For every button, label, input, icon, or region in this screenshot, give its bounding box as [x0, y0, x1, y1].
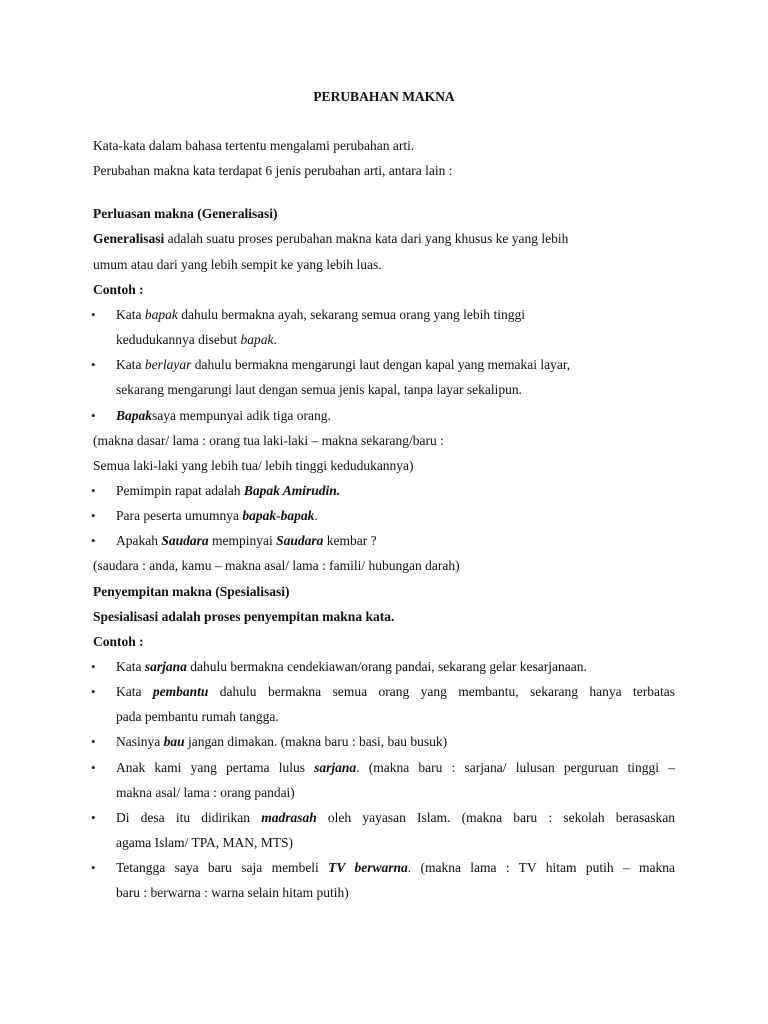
list-item: Apakah Saudara mempinyai Saudara kembar ?	[116, 533, 377, 548]
list-item: Anak kami yang pertama lulus sarjana. (makna baru : sarjana/ lulusan perguruan tinggi –	[116, 760, 675, 775]
bullet-icon: •	[91, 483, 96, 498]
page-title: PERUBAHAN MAKNA	[313, 89, 455, 104]
list-item: Kata sarjana dahulu bermakna cendekiawan/orang pandai, sekarang gelar kesarjanaan.	[116, 659, 587, 674]
bullet-icon: •	[91, 734, 96, 749]
bullet-icon: •	[91, 659, 96, 674]
spesialisasi-definition: Spesialisasi adalah proses penyempitan makna kata.	[93, 609, 395, 624]
bullet-icon: •	[91, 408, 96, 423]
bullet-icon: •	[91, 810, 96, 825]
list-item-cont: pada pembantu rumah tangga.	[116, 709, 279, 724]
list-item-cont: sekarang mengarungi laut dengan semua jenis kapal, tanpa layar sekalipun.	[116, 382, 522, 397]
note-line: (makna dasar/ lama : orang tua laki-laki – makna sekarang/baru :	[93, 433, 444, 448]
list-item: Nasinya bau jangan dimakan. (makna baru : basi, bau busuk)	[116, 734, 448, 749]
generalisasi-definition-cont: umum atau dari yang lebih sempit ke yang lebih luas.	[93, 257, 382, 272]
intro-line-2: Perubahan makna kata terdapat 6 jenis perubahan arti, antara lain :	[93, 163, 453, 178]
bullet-icon: •	[91, 533, 96, 548]
list-item: Kata pembantu dahulu bermakna semua orang yang membantu, sekarang hanya terbatas	[116, 684, 675, 699]
list-item-cont: agama Islam/ TPA, MAN, MTS)	[116, 835, 293, 850]
note-line: Semua laki-laki yang lebih tua/ lebih tinggi kedudukannya)	[93, 458, 414, 473]
list-item: Para peserta umumnya bapak-bapak.	[116, 508, 318, 523]
list-item: Bapaksaya mempunyai adik tiga orang.	[116, 408, 331, 423]
intro-line-1: Kata-kata dalam bahasa tertentu mengalami perubahan arti.	[93, 138, 415, 153]
bullet-icon: •	[91, 307, 96, 322]
bullet-icon: •	[91, 508, 96, 523]
bullet-icon: •	[91, 760, 96, 775]
spesialisasi-heading: Penyempitan makna (Spesialisasi)	[93, 584, 290, 599]
list-item: Pemimpin rapat adalah Bapak Amirudin.	[116, 483, 341, 498]
bullet-icon: •	[91, 357, 96, 372]
list-item: Di desa itu didirikan madrasah oleh yayasan Islam. (makna baru : sekolah berasaskan	[116, 810, 675, 825]
bullet-icon: •	[91, 684, 96, 699]
list-item-cont: makna asal/ lama : orang pandai)	[116, 785, 295, 800]
generalisasi-contoh-label: Contoh :	[93, 282, 144, 297]
spesialisasi-contoh-label: Contoh :	[93, 634, 144, 649]
generalisasi-heading: Perluasan makna (Generalisasi)	[93, 206, 278, 221]
note-line: (saudara : anda, kamu – makna asal/ lama : famili/ hubungan darah)	[93, 558, 460, 573]
generalisasi-definition: Generalisasi adalah suatu proses perubahan makna kata dari yang khusus ke yang lebih	[93, 231, 569, 246]
list-item-cont: baru : berwarna : warna selain hitam putih)	[116, 885, 349, 900]
bullet-icon: •	[91, 860, 96, 875]
list-item: Kata berlayar dahulu bermakna mengarungi laut dengan kapal yang memakai layar,	[116, 357, 571, 372]
list-item: Kata bapak dahulu bermakna ayah, sekarang semua orang yang lebih tinggi	[116, 307, 525, 322]
list-item: Tetangga saya baru saja membeli TV berwarna. (makna lama : TV hitam putih – makna	[116, 860, 675, 875]
list-item-cont: kedudukannya disebut bapak.	[116, 332, 277, 347]
